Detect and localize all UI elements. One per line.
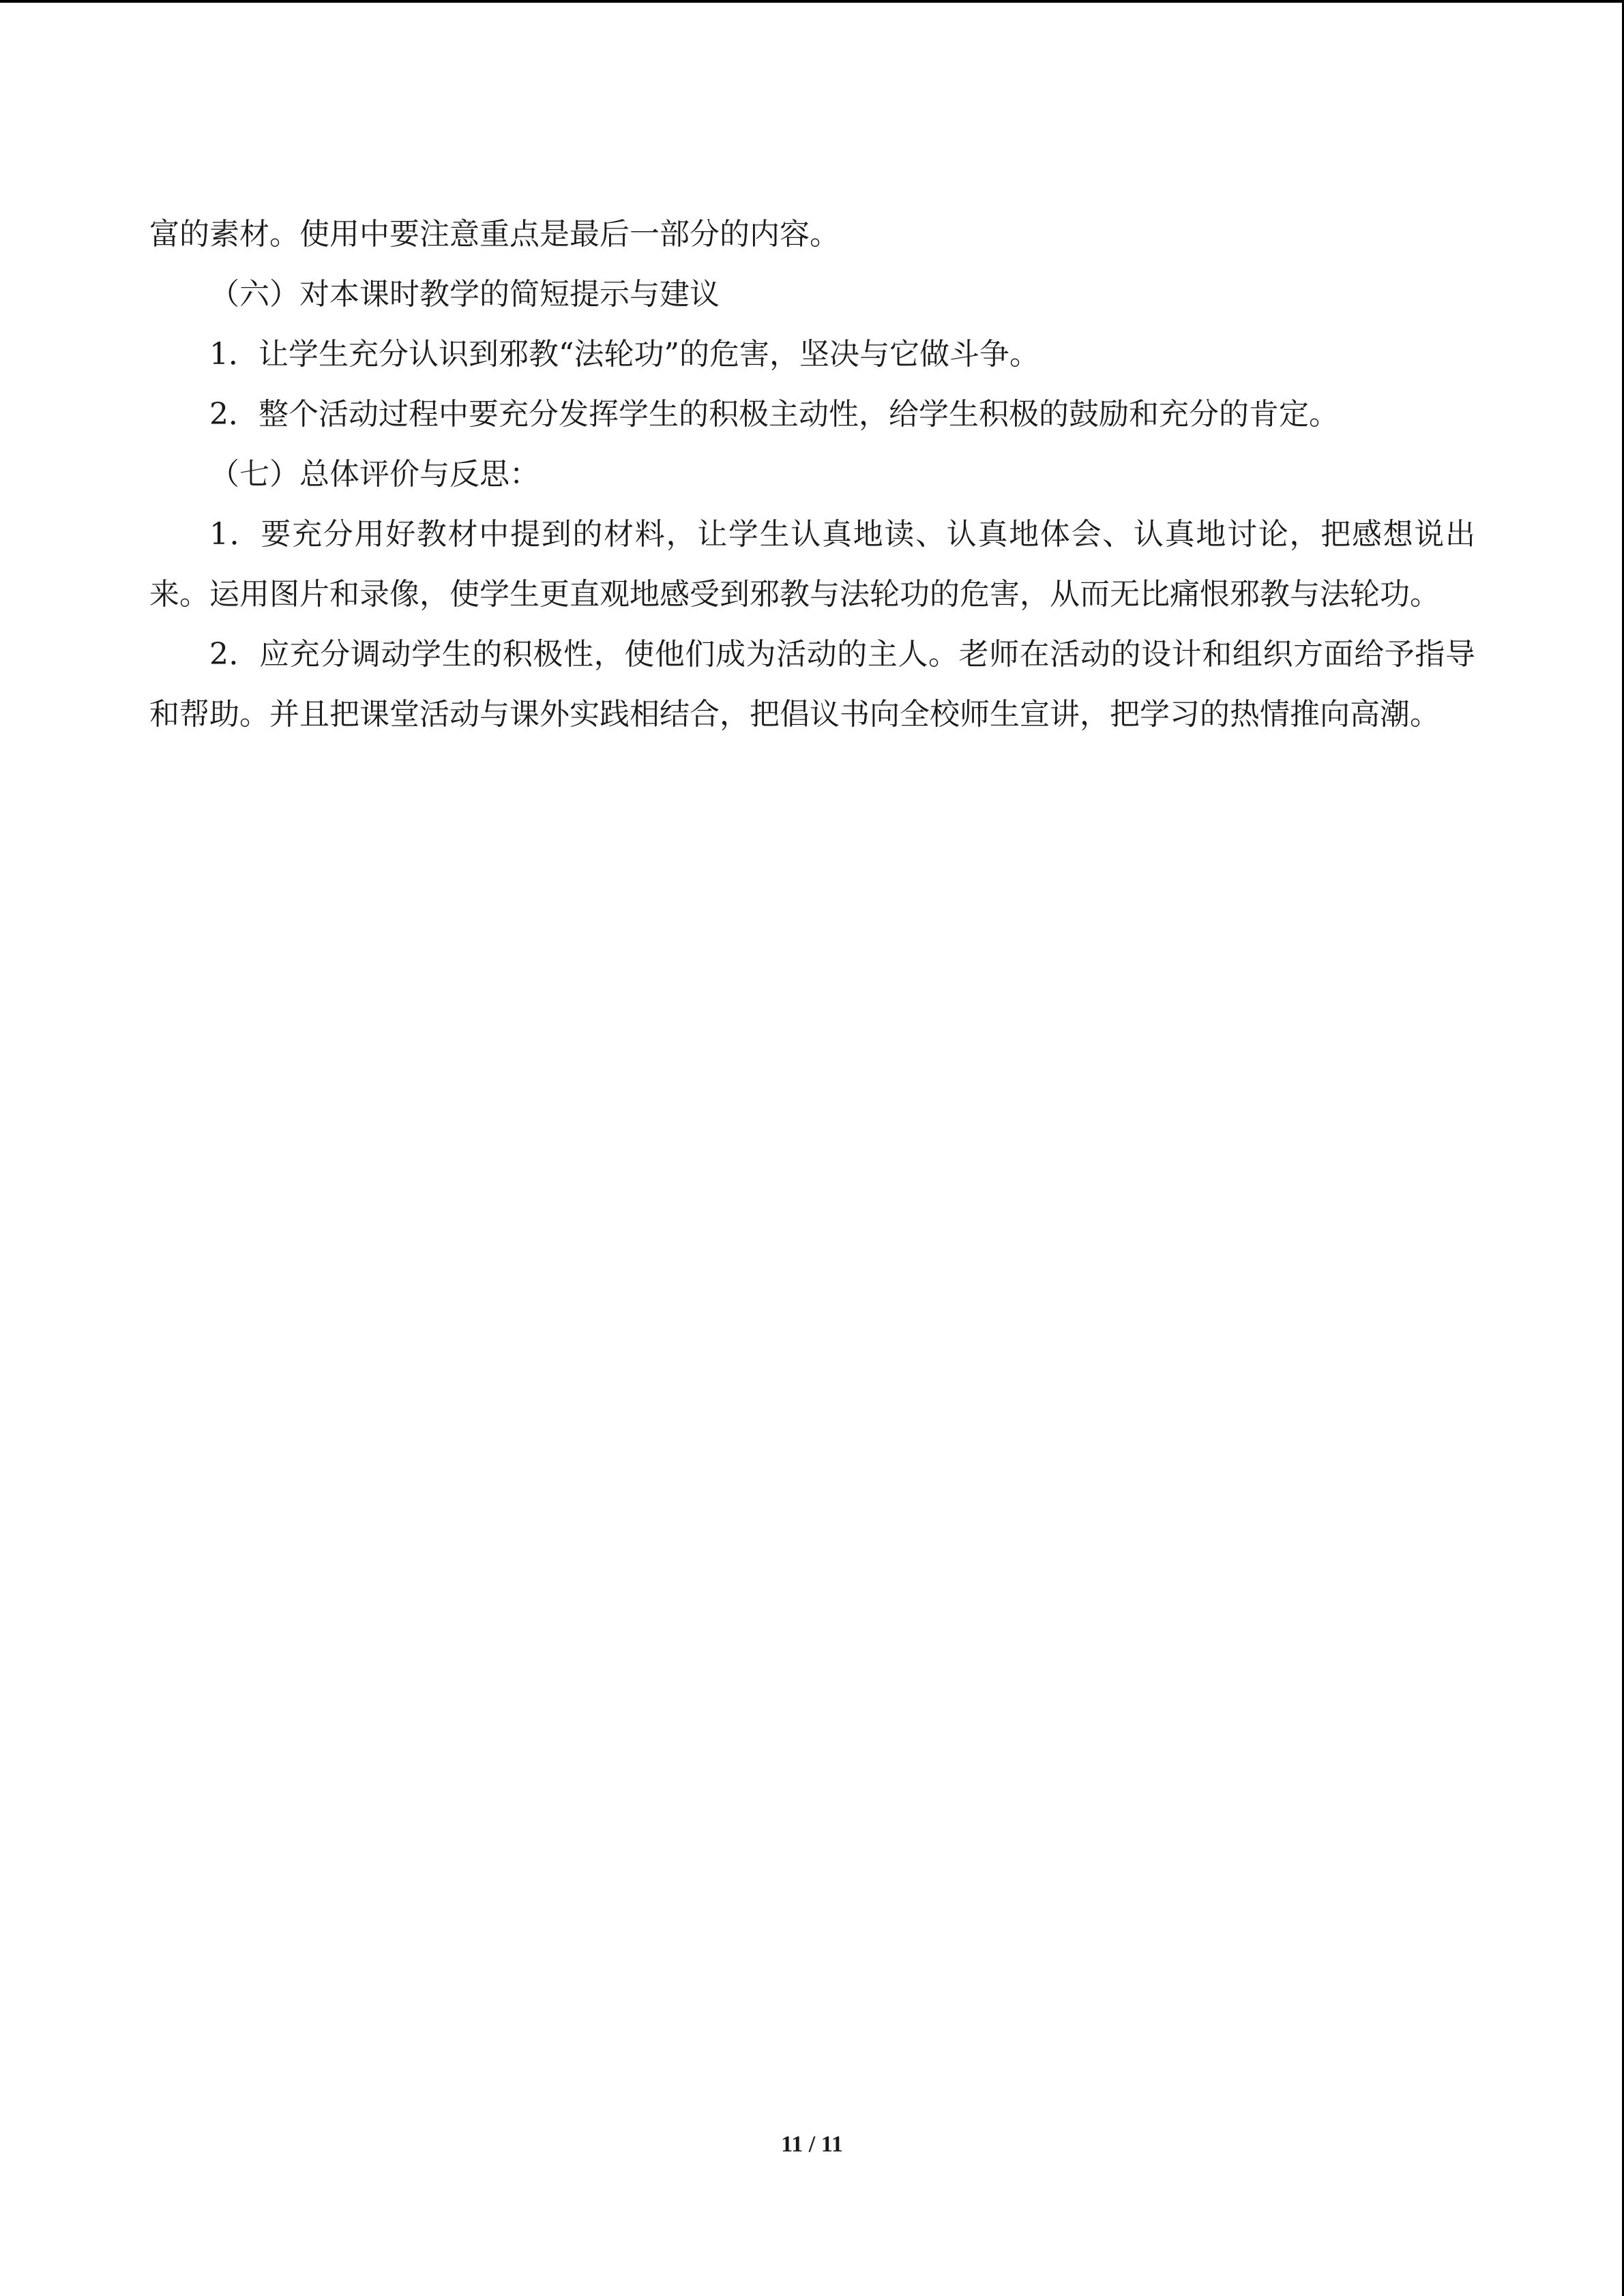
paragraph-evaluation-2: 2．应充分调动学生的积极性，使他们成为活动的主人。老师在活动的设计和组织方面给予指导和帮助。并且把课堂活动与课外实践相结合，把倡议书向全校师生宣讲，把学习的热情推向高潮。 xyxy=(149,637,1475,732)
paragraph-tip-2: 2．整个活动过程中要充分发挥学生的积极主动性，给学生积极的鼓励和充分的肯定。 xyxy=(209,397,1339,432)
paragraph-evaluation-1: 1．要充分用好教材中提到的材料，让学生认真地读、认真地体会、认真地讨论，把感想说出来。运用图片和录像，使学生更直观地感受到邪教与法轮功的危害，从而无比痛恨邪教与法轮功。 xyxy=(149,517,1475,612)
section-heading-evaluation: （七）总体评价与反思： xyxy=(209,457,540,492)
page-border-top xyxy=(0,0,1624,3)
paragraph-continuation: 富的素材。使用中要注意重点是最后一部分的内容。 xyxy=(149,217,840,252)
section-heading-tips: （六）对本课时教学的简短提示与建议 xyxy=(209,277,720,312)
page-number: 11 / 11 xyxy=(781,2132,843,2157)
paragraph-tip-1: 1．让学生充分认识到邪教“法轮功”的危害，坚决与它做斗争。 xyxy=(209,337,1039,372)
document-body xyxy=(149,205,1475,745)
